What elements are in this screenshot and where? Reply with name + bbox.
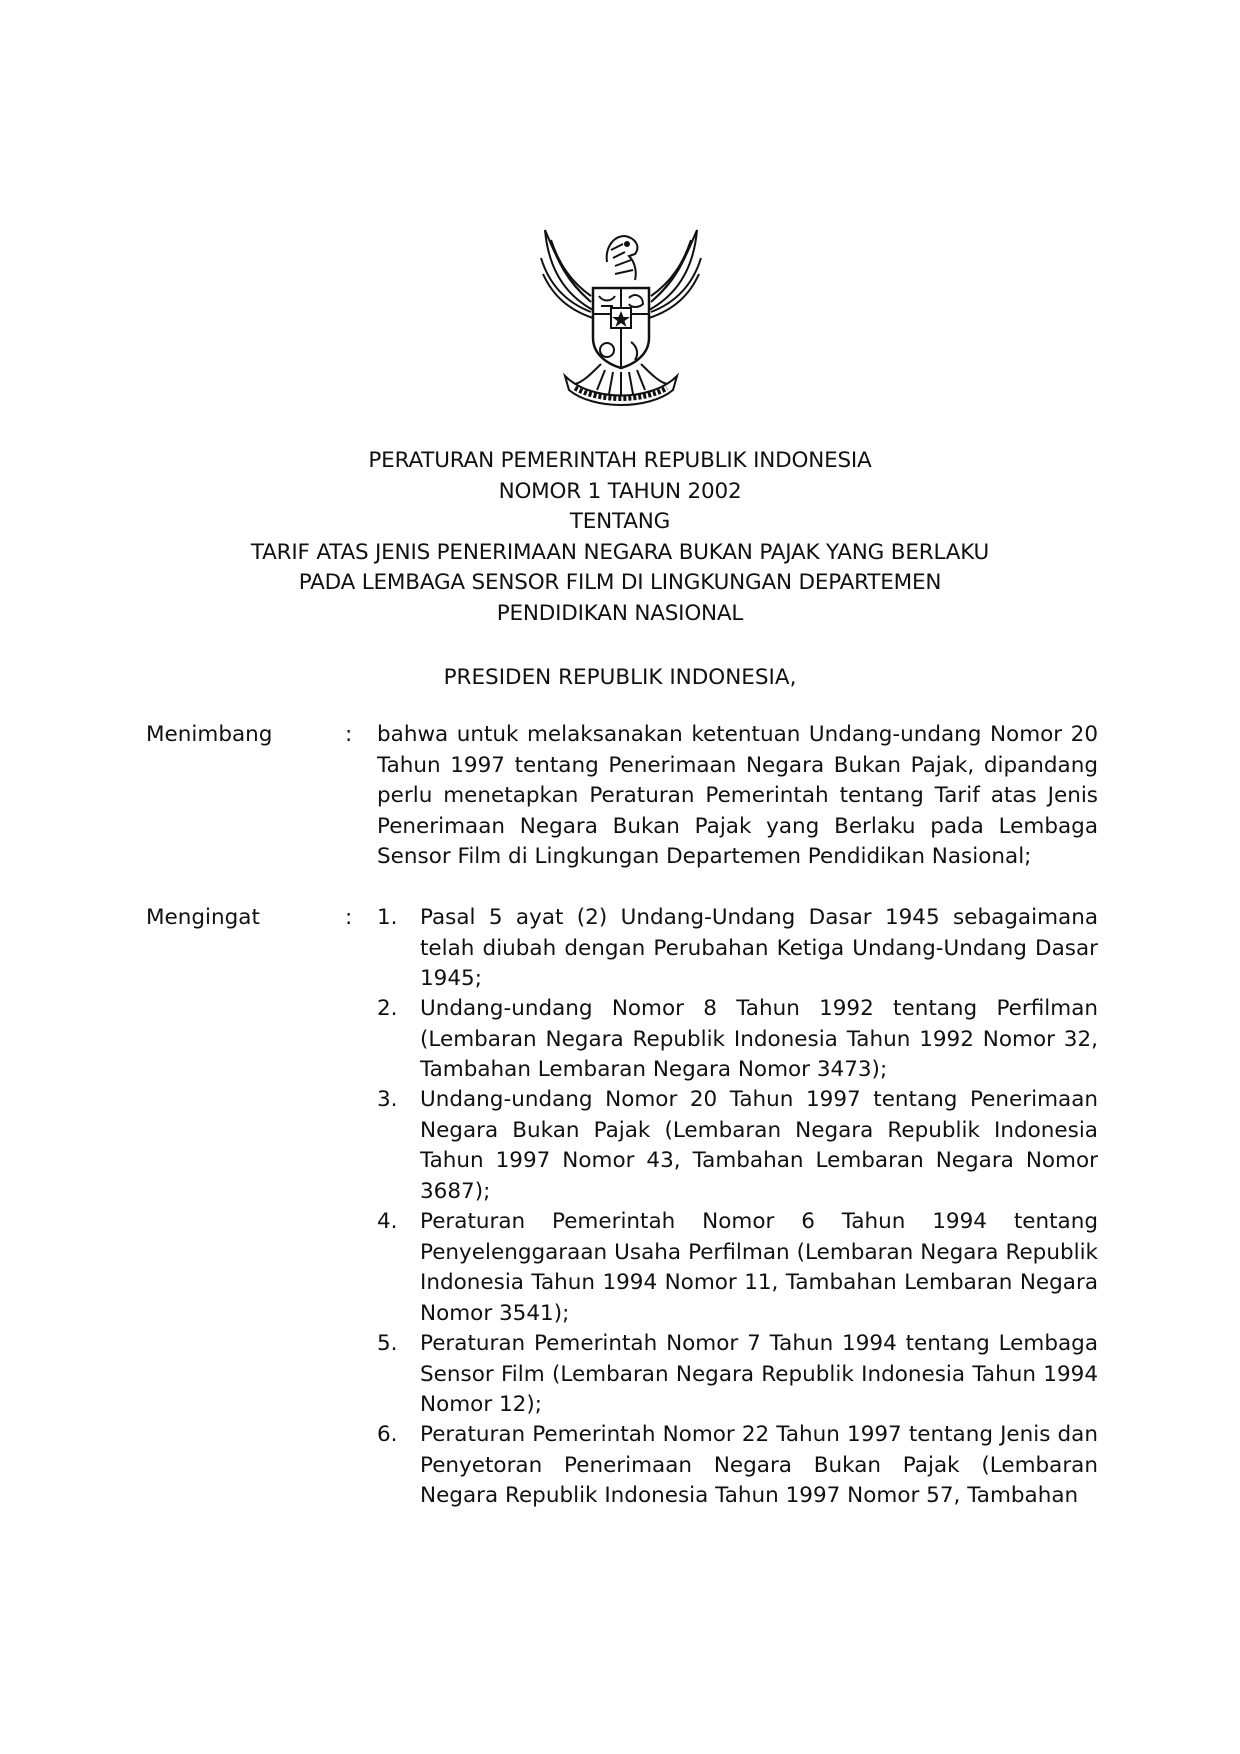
list-item: Peraturan Pemerintah Nomor 22 Tahun 1997 tentang Jenis dan Penyetoran Penerimaan Negara Bukan Pajak (Lembaran Negara Republik Indonesia Tahun 1997 Nomor 57, Tambahan xyxy=(420,1422,1098,1508)
garuda-pancasila-emblem xyxy=(531,218,711,410)
title-line-6: PENDIDIKAN NASIONAL xyxy=(496,600,744,626)
list-item-number: 2. xyxy=(377,996,398,1021)
list-item-number: 4. xyxy=(377,1209,398,1234)
list-item-number: 5. xyxy=(377,1331,398,1356)
menimbang-colon: : xyxy=(345,722,353,747)
list-item-number: 1. xyxy=(377,905,398,930)
list-item-number: 3. xyxy=(377,1087,398,1112)
title-line-4: TARIF ATAS JENIS PENERIMAAN NEGARA BUKAN PAJAK YANG BERLAKU xyxy=(250,539,990,565)
title-line-2: NOMOR 1 TAHUN 2002 xyxy=(498,478,742,504)
list-item: Peraturan Pemerintah Nomor 6 Tahun 1994 tentang Penyelenggaraan Usaha Perfilman (Lembaran Negara Republik Indonesia Tahun 1994 Nomor 11, Tambahan Lembaran Negara Nomor 3541); xyxy=(420,1209,1098,1326)
list-item: Undang-undang Nomor 8 Tahun 1992 tentang Perfilman (Lembaran Negara Republik Indonesia Tahun 1992 Nomor 32, Tambahan Lembaran Negara Nomor 3473); xyxy=(420,996,1098,1082)
president-heading: PRESIDEN REPUBLIK INDONESIA, xyxy=(443,665,797,690)
title-line-5: PADA LEMBAGA SENSOR FILM DI LINGKUNGAN DEPARTEMEN xyxy=(298,570,942,595)
list-item: Peraturan Pemerintah Nomor 7 Tahun 1994 tentang Lembaga Sensor Film (Lembaran Negara Republik Indonesia Tahun 1994 Nomor 12); xyxy=(420,1331,1098,1417)
mengingat-colon: : xyxy=(345,905,353,930)
title-line-3: TENTANG xyxy=(569,509,671,534)
list-item: Undang-undang Nomor 20 Tahun 1997 tentang Penerimaan Negara Bukan Pajak (Lembaran Negara Republik Indonesia Tahun 1997 Nomor 43, Tambahan Lembaran Negara Nomor 3687); xyxy=(420,1087,1098,1204)
document-title xyxy=(0,446,1240,629)
list-item-number: 6. xyxy=(377,1422,398,1447)
mengingat-label: Mengingat xyxy=(146,905,260,930)
list-item: Pasal 5 ayat (2) Undang-Undang Dasar 1945 sebagaimana telah diubah dengan Perubahan Ketiga Undang-Undang Dasar 1945; xyxy=(420,905,1098,991)
menimbang-text: bahwa untuk melaksanakan ketentuan Undang-undang Nomor 20 Tahun 1997 tentang Penerimaan Negara Bukan Pajak, dipandang perlu menetapkan Peraturan Pemerintah tentang Tarif atas Jenis Penerimaan Negara Bukan Pajak yang Berlaku pada Lembaga Sensor Film di Lingkungan Departemen Pendidikan Nasional; xyxy=(377,722,1098,869)
title-line-1: PERATURAN PEMERINTAH REPUBLIK INDONESIA xyxy=(368,448,872,473)
menimbang-label: Menimbang xyxy=(146,722,273,747)
